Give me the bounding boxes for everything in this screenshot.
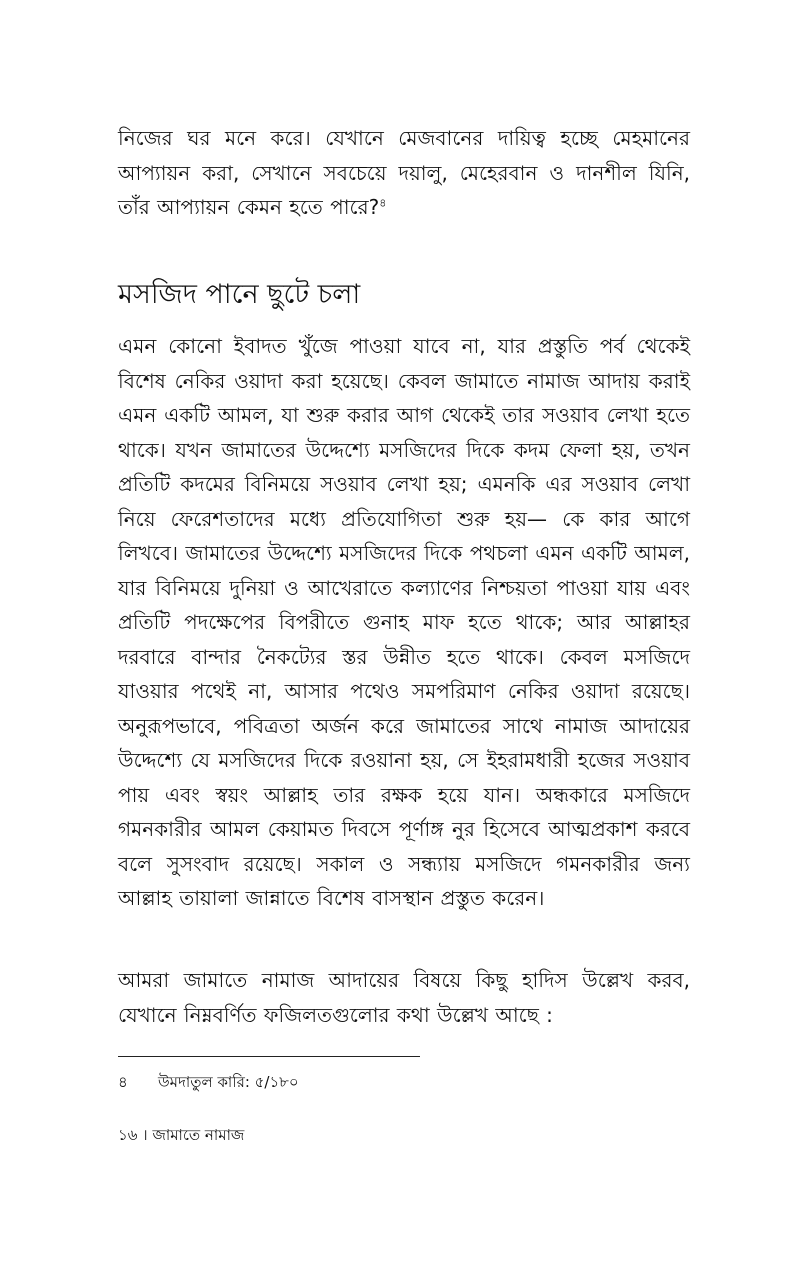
section-body-paragraph: এমন কোনো ইবাদত খুঁজে পাওয়া যাবে না, যার প্রস্তুতি পর্ব থেকেই বিশেষ নেকির ওয়াদা করা হয়েছে। কেবল জামাতে নামাজ আদায় করাই এমন একটি আমল, যা শুরু করার আগ থেকেই তার সওয়াব লেখা হতে থাকে। যখন জামাতের উদ্দেশ্যে মসজিদের দিকে কদম ফেলা হয়, তখন প্রতিটি কদমের বিনিময়ে সওয়াব লেখা হয়; এমনকি এর সওয়াব লেখা নিয়ে ফেরেশতাদের মধ্যে প্রতিযোগিতা শুরু হয়— কে কার আগে লিখবে। জামাতের উদ্দেশ্যে মসজিদের দিকে পথচলা এমন একটি আমল, যার বিনিময়ে দুনিয়া ও আখেরাতে কল্যাণের নিশ্চয়তা পাওয়া যায় এবং প্রতিটি পদক্ষেপের বিপরীতে গুনাহ মাফ হতে থাকে; আর আল্লাহর দরবারে বান্দার নৈকট্যের স্তর উন্নীত হতে থাকে। কেবল মসজিদে যাওয়ার পথেই না, আসার পথেও সমপরিমাণ নেকির ওয়াদা রয়েছে। অনুরূপভাবে, পবিত্রতা অর্জন করে জামাতের সাথে নামাজ আদায়ের উদ্দেশ্যে যে মসজিদের দিকে রওয়ানা হয়, সে ইহরামধারী হজের সওয়াব পায় এবং স্বয়ং আল্লাহ তার রক্ষক হয়ে যান। অন্ধকারে মসজিদে গমনকারীর আমল কেয়ামত দিবসে পূর্ণাঙ্গ নুর হিসেবে আত্মপ্রকাশ করবে বলে সুসংবাদ রয়েছে। সকাল ও সন্ধ্যায় মসজিদে গমনকারীর জন্য আল্লাহ তায়ালা জান্নাতে বিশেষ বাসস্থান প্রস্তুত করেন। bbox=[118, 334, 690, 910]
footnote-reference[interactable]: ৪ bbox=[379, 196, 387, 210]
page-number: ১৬ bbox=[118, 1126, 138, 1144]
book-title: জামাতে নামাজ bbox=[152, 1126, 245, 1144]
footnote-text: উমদাতুল কারি: ৫/১৮০ bbox=[158, 1073, 299, 1091]
intro-paragraph bbox=[118, 121, 690, 225]
section-heading: মসজিদ পানে ছুটে চলা bbox=[118, 279, 361, 310]
footnote-number: ৪ bbox=[118, 1073, 128, 1091]
intro-text: নিজের ঘর মনে করে। যেখানে মেজবানের দায়িত্ব হচ্ছে মেহমানের আপ্যায়ন করা, সেখানে সবচেয়ে দয়ালু, মেহেরবান ও দানশীল যিনি, তাঁর আপ্যায়ন কেমন হতে পারে? bbox=[118, 126, 690, 219]
closing-paragraph: আমরা জামাতে নামাজ আদায়ের বিষয়ে কিছু হাদিস উল্লেখ করব, যেখানে নিম্নবর্ণিত ফজিলতগুলোর কথা উল্লেখ আছে : bbox=[118, 968, 690, 1027]
footer-separator: । bbox=[142, 1126, 148, 1144]
footnote-divider bbox=[118, 1056, 420, 1057]
footnote bbox=[118, 1071, 299, 1093]
running-footer bbox=[118, 1124, 244, 1146]
